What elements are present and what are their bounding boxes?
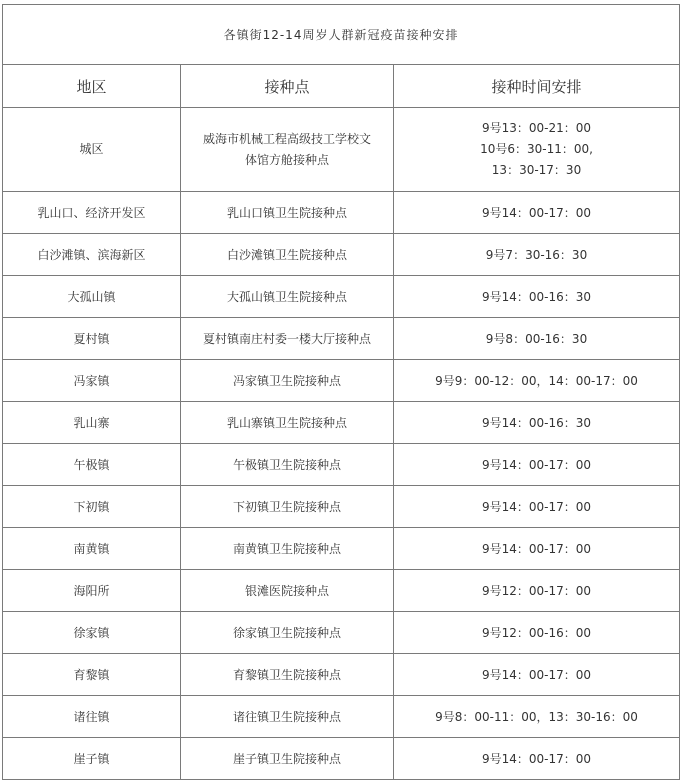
region-cell: 徐家镇 <box>3 612 181 654</box>
header-row <box>3 65 680 108</box>
table-row <box>3 108 680 192</box>
region-cell: 崖子镇 <box>3 738 181 780</box>
table-row <box>3 528 680 570</box>
table-row <box>3 192 680 234</box>
time-cell: 9号7：30-16：30 <box>394 234 680 276</box>
time-cell: 9号8：00-11：00，13：30-16：00 <box>394 696 680 738</box>
site-cell <box>181 108 394 192</box>
site-cell: 乳山寨镇卫生院接种点 <box>181 402 394 444</box>
time-cell: 9号14：00-16：30 <box>394 402 680 444</box>
region-cell: 乳山口、经济开发区 <box>3 192 181 234</box>
region-cell: 海阳所 <box>3 570 181 612</box>
region-cell: 诸往镇 <box>3 696 181 738</box>
table-row <box>3 612 680 654</box>
time-cell <box>394 108 680 192</box>
time-cell: 9号14：00-17：00 <box>394 444 680 486</box>
time-cell: 9号14：00-16：30 <box>394 276 680 318</box>
site-cell: 诸往镇卫生院接种点 <box>181 696 394 738</box>
time-cell: 9号14：00-17：00 <box>394 486 680 528</box>
table-row <box>3 234 680 276</box>
table-row <box>3 444 680 486</box>
site-cell: 白沙滩镇卫生院接种点 <box>181 234 394 276</box>
site-cell: 冯家镇卫生院接种点 <box>181 360 394 402</box>
header-region: 地区 <box>3 65 181 108</box>
region-cell: 大孤山镇 <box>3 276 181 318</box>
region-cell: 冯家镇 <box>3 360 181 402</box>
time-line: 10号6：30-11：00, <box>480 142 593 156</box>
vaccination-schedule-table <box>2 4 680 780</box>
table-title: 各镇街12-14周岁人群新冠疫苗接种安排 <box>3 5 680 65</box>
table-row <box>3 738 680 780</box>
table-row <box>3 486 680 528</box>
time-cell: 9号14：00-17：00 <box>394 192 680 234</box>
region-cell: 白沙滩镇、滨海新区 <box>3 234 181 276</box>
site-cell: 下初镇卫生院接种点 <box>181 486 394 528</box>
header-time: 接种时间安排 <box>394 65 680 108</box>
time-cell: 9号14：00-17：00 <box>394 738 680 780</box>
region-cell: 城区 <box>3 108 181 192</box>
time-cell: 9号9：00-12：00，14：00-17：00 <box>394 360 680 402</box>
site-cell: 崖子镇卫生院接种点 <box>181 738 394 780</box>
site-cell: 育黎镇卫生院接种点 <box>181 654 394 696</box>
site-line: 体馆方舱接种点 <box>244 152 329 167</box>
table-row <box>3 318 680 360</box>
region-cell: 下初镇 <box>3 486 181 528</box>
site-cell: 徐家镇卫生院接种点 <box>181 612 394 654</box>
site-cell: 午极镇卫生院接种点 <box>181 444 394 486</box>
site-cell: 夏村镇南庄村委一楼大厅接种点 <box>181 318 394 360</box>
time-cell: 9号12：00-17：00 <box>394 570 680 612</box>
time-cell: 9号14：00-17：00 <box>394 654 680 696</box>
site-cell: 乳山口镇卫生院接种点 <box>181 192 394 234</box>
table-row <box>3 696 680 738</box>
time-cell: 9号14：00-17：00 <box>394 528 680 570</box>
time-line: 9号13：00-21：00 <box>481 121 592 135</box>
site-cell: 银滩医院接种点 <box>181 570 394 612</box>
time-line: 13：30-17：30 <box>491 163 582 177</box>
table-row <box>3 360 680 402</box>
region-cell: 南黄镇 <box>3 528 181 570</box>
site-line: 威海市机械工程高级技工学校文 <box>202 131 371 146</box>
site-cell: 南黄镇卫生院接种点 <box>181 528 394 570</box>
time-cell: 9号12：00-16：00 <box>394 612 680 654</box>
header-site: 接种点 <box>181 65 394 108</box>
time-cell: 9号8：00-16：30 <box>394 318 680 360</box>
table-row <box>3 654 680 696</box>
region-cell: 育黎镇 <box>3 654 181 696</box>
table-row <box>3 570 680 612</box>
region-cell: 夏村镇 <box>3 318 181 360</box>
region-cell: 午极镇 <box>3 444 181 486</box>
table-row <box>3 276 680 318</box>
table-row <box>3 402 680 444</box>
region-cell: 乳山寨 <box>3 402 181 444</box>
site-cell: 大孤山镇卫生院接种点 <box>181 276 394 318</box>
